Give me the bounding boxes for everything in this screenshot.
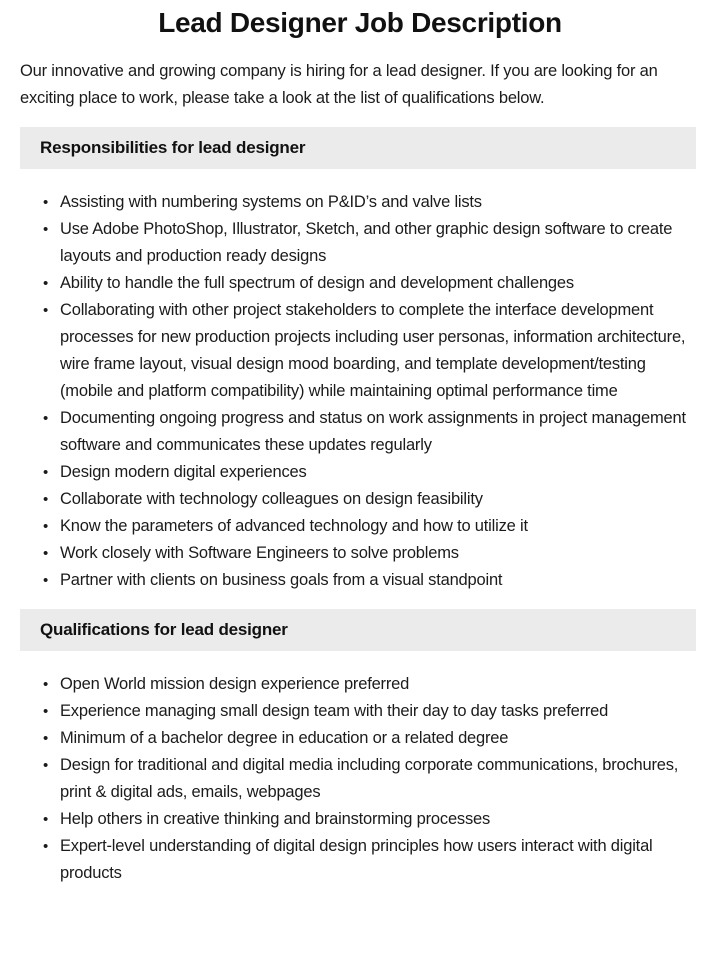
page-title: Lead Designer Job Description <box>158 7 562 38</box>
list-item: • Expert-level understanding of digital design principles how users interact with digital products <box>60 833 696 887</box>
list-item: • Partner with clients on business goals from a visual standpoint <box>60 567 696 594</box>
list-item: • Collaborate with technology colleagues on design feasibility <box>60 486 696 513</box>
list-item: • Documenting ongoing progress and status on work assignments in project management software and communicates these updates regularly <box>60 405 696 459</box>
list-item: • Know the parameters of advanced technology and how to utilize it <box>60 513 696 540</box>
list-item: • Work closely with Software Engineers to solve problems <box>60 540 696 567</box>
list-item: • Use Adobe PhotoShop, Illustrator, Sketch, and other graphic design software to create layouts and production ready designs <box>60 216 696 270</box>
list-item: • Experience managing small design team with their day to day tasks preferred <box>60 698 696 725</box>
list-item: • Open World mission design experience preferred <box>60 671 696 698</box>
section-header-responsibilities: Responsibilities for lead designer <box>20 127 696 169</box>
list-item: • Assisting with numbering systems on P&ID’s and valve lists <box>60 189 696 216</box>
list-item: • Collaborating with other project stakeholders to complete the interface development processes for new production projects including user personas, information architecture, wire frame layout, visual design mood boarding, and template development/testing (mobile and platform compatibility) while maintaining optimal performance time <box>60 297 696 405</box>
list-item: • Ability to handle the full spectrum of design and development challenges <box>60 270 696 297</box>
qualifications-list <box>20 671 696 887</box>
responsibilities-list <box>20 189 696 594</box>
intro-paragraph: Our innovative and growing company is hiring for a lead designer. If you are looking for an exciting place to work, please take a look at the list of qualifications below. <box>20 62 658 107</box>
section-header-qualifications: Qualifications for lead designer <box>20 609 696 651</box>
list-item: • Design modern digital experiences <box>60 459 696 486</box>
list-item: • Minimum of a bachelor degree in education or a related degree <box>60 725 696 752</box>
list-item: • Design for traditional and digital media including corporate communications, brochures, print & digital ads, emails, webpages <box>60 752 696 806</box>
list-item: • Help others in creative thinking and brainstorming processes <box>60 806 696 833</box>
